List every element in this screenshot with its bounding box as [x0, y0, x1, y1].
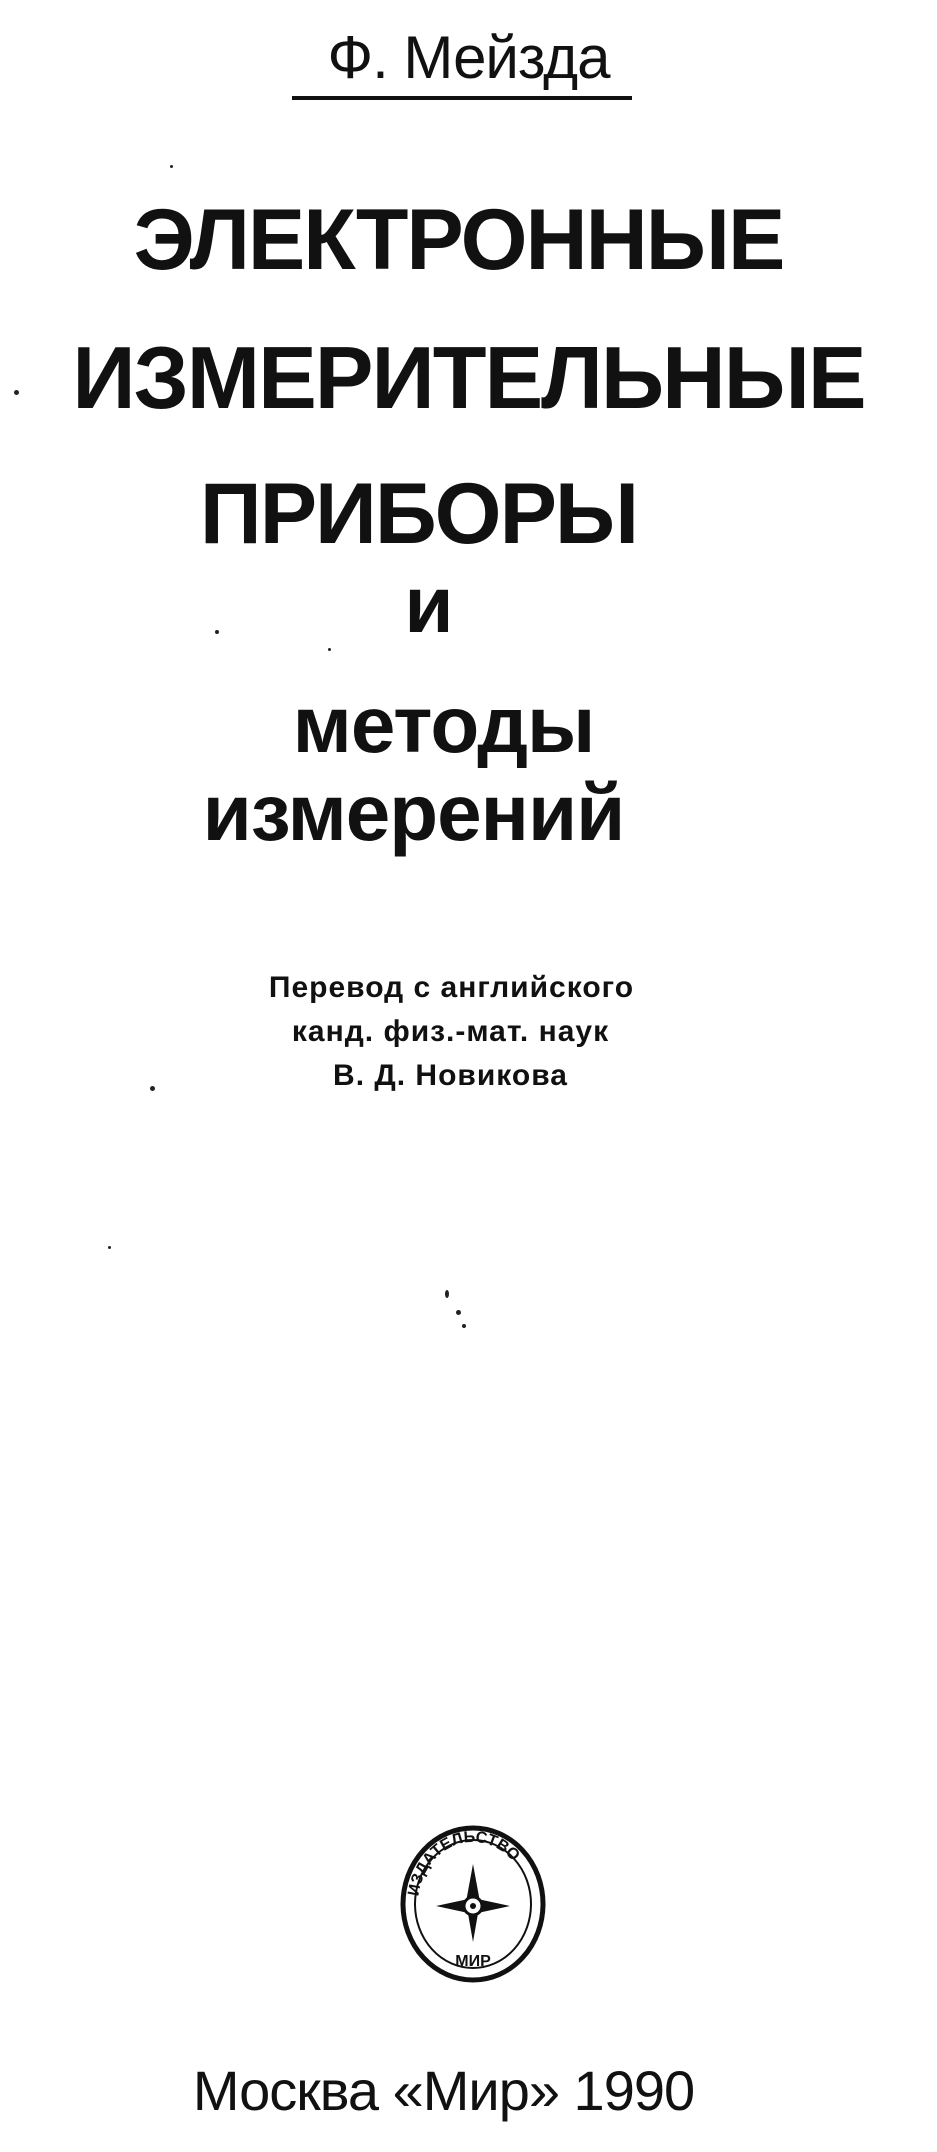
scan-speck: [14, 390, 19, 395]
scan-speck: [462, 1324, 466, 1328]
subtitle-line-2: методы: [292, 680, 595, 769]
author-underline: [292, 96, 632, 100]
svg-text:МИР: МИР: [455, 1953, 491, 1970]
publisher-emblem-icon: [398, 1824, 548, 1984]
svg-text:ИЗДАТЕЛЬСТВО: ИЗДАТЕЛЬСТВО: [405, 1828, 523, 1898]
scan-speck: [215, 630, 219, 634]
scan-speck: [170, 165, 173, 168]
title-line-1: ЭЛЕКТРОННЫЕ: [133, 192, 784, 288]
imprint-line: [0, 2058, 937, 2124]
scan-speck: [108, 1246, 111, 1249]
translation-credit: [0, 966, 937, 1098]
scan-speck: [328, 648, 331, 651]
translation-line-1: Перевод с английского: [268, 971, 635, 1004]
translation-line-3: В. Д. Новикова: [333, 1059, 568, 1092]
translation-line-2: канд. физ.-мат. наук: [291, 1015, 610, 1048]
imprint-text: Москва «Мир» 1990: [192, 2059, 695, 2122]
subtitle-line-1: и: [404, 560, 453, 649]
subtitle-line-3: измерений: [202, 768, 625, 857]
scan-speck: [456, 1310, 461, 1315]
title-line-3: ПРИБОРЫ: [199, 466, 638, 562]
scan-speck: [150, 1086, 155, 1091]
title-line-2: ИЗМЕРИТЕЛЬНЫЕ: [72, 328, 865, 427]
scan-speck: [445, 1290, 449, 1298]
author-name: Ф. Мейзда: [327, 24, 610, 91]
